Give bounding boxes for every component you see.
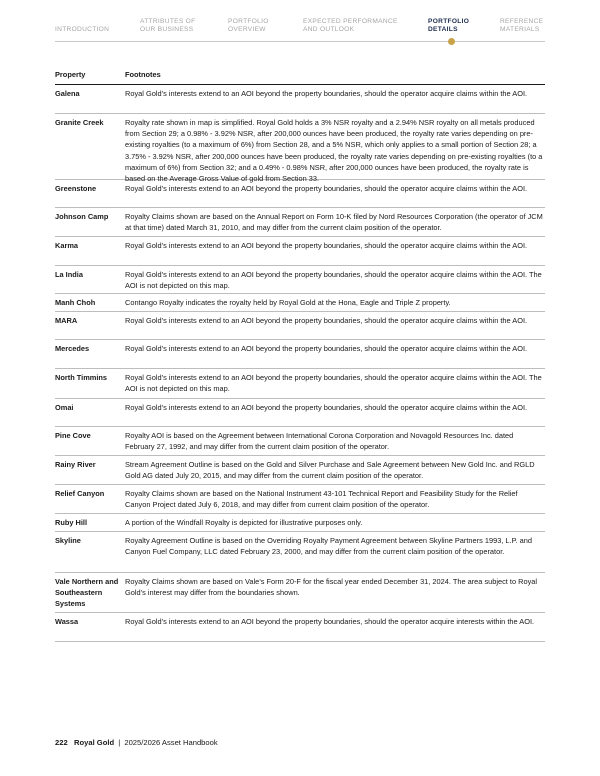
nav-label-line2: OUR BUSINESS	[140, 26, 194, 34]
table-row	[55, 340, 545, 369]
nav-label-line2: DETAILS	[428, 26, 458, 34]
nav-introduction[interactable]	[55, 18, 109, 35]
table-row	[55, 266, 545, 294]
footnote-text: Stream Agreement Outline is based on the Gold and Silver Purchase and Sale Agreement between New Gold Inc. and RGLD Gold AG dated July 20, 2015, and may differ from the current claim position of the operator.	[125, 460, 535, 481]
brand-name: Royal Gold	[74, 738, 115, 747]
table-row	[55, 237, 545, 266]
active-section-indicator	[448, 38, 455, 45]
property-name: Galena	[55, 89, 80, 98]
table-row	[55, 85, 545, 114]
property-name: Skyline	[55, 536, 81, 545]
table-row	[55, 312, 545, 340]
table-row	[55, 369, 545, 399]
table-row	[55, 114, 545, 184]
document-title: 2025/2026 Asset Handbook	[124, 738, 218, 747]
table-row	[55, 613, 545, 642]
table-row	[55, 180, 545, 208]
table-row	[55, 514, 545, 532]
nav-attributes-of-our-business[interactable]	[140, 18, 195, 35]
table-header	[55, 70, 545, 85]
footnote-text: A portion of the Windfall Royalty is depicted for illustrative purposes only.	[125, 518, 363, 527]
footnote-text: Royal Gold’s interests extend to an AOI beyond the property boundaries, should the operator acquire claims within the AOI.	[125, 403, 528, 412]
property-name: Wassa	[55, 617, 79, 626]
nav-divider	[55, 41, 545, 42]
header-property: Property	[55, 70, 86, 79]
footnote-text: Royal Gold’s interests extend to an AOI beyond the property boundaries, should the operator acquire claims within the AOI.	[125, 344, 528, 353]
nav-reference-materials[interactable]	[500, 18, 543, 35]
property-name: Relief Canyon	[55, 489, 105, 498]
property-name: Greenstone	[55, 184, 97, 193]
header-footnotes: Footnotes	[125, 70, 161, 79]
property-name: Vale Northern and Southeastern Systems	[55, 577, 119, 609]
property-name: Rainy River	[55, 460, 96, 469]
nav-expected-performance[interactable]	[303, 18, 398, 35]
property-name: North Timmins	[55, 373, 108, 382]
section-navigation	[0, 0, 600, 44]
nav-label-line1: PORTFOLIO	[428, 18, 470, 25]
table-row	[55, 456, 545, 485]
footer-separator: |	[118, 738, 121, 747]
footnote-text: Royalty AOI is based on the Agreement between International Corona Corporation and Novagold Resources Inc. dated February 27, 1992, and may differ from the current claim position of the operator.	[125, 431, 514, 452]
nav-label-line1	[55, 18, 109, 26]
property-name: Mercedes	[55, 344, 90, 353]
footnote-text: Royal Gold’s interests extend to an AOI beyond the property boundaries, should the operator acquire claims within the AOI. The AOI is not depicted on this map.	[125, 270, 542, 291]
footnote-text: Royal Gold’s interests extend to an AOI beyond the property boundaries, should the operator acquire claims within the AOI.	[125, 241, 528, 250]
table-row	[55, 573, 545, 613]
page-footer	[55, 738, 218, 747]
nav-label-line2: INTRODUCTION	[55, 26, 110, 34]
footnote-text: Royal Gold’s interests extend to an AOI beyond the property boundaries, should the operator acquire claims within the AOI.	[125, 184, 528, 193]
property-name: MARA	[55, 316, 78, 325]
footnote-text: Royal Gold’s interests extend to an AOI beyond the property boundaries, should the operator acquire interests within the AOI.	[125, 617, 535, 626]
property-name: Manh Choh	[55, 298, 96, 307]
nav-label-line2: AND OUTLOOK	[303, 26, 355, 34]
footnote-text: Contango Royalty indicates the royalty held by Royal Gold at the Hona, Eagle and Triple Z property.	[125, 298, 451, 307]
table-row	[55, 208, 545, 237]
property-name: Granite Creek	[55, 118, 104, 127]
nav-label-line2: OVERVIEW	[228, 26, 266, 34]
nav-label-line1: EXPECTED PERFORMANCE	[303, 18, 398, 25]
footnote-text: Royal Gold’s interests extend to an AOI beyond the property boundaries, should the operator acquire claims within the AOI.	[125, 316, 528, 325]
nav-label-line1: PORTFOLIO	[228, 18, 269, 25]
nav-label-line1: REFERENCE	[500, 18, 544, 25]
property-name: Omai	[55, 403, 74, 412]
footnote-text: Royal Gold’s interests extend to an AOI beyond the property boundaries, should the operator acquire claims within the AOI. The AOI is not depicted on this map.	[125, 373, 542, 394]
property-name: La India	[55, 270, 83, 279]
page-number: 222	[55, 738, 68, 747]
nav-label-line2: MATERIALS	[500, 26, 540, 34]
table-row	[55, 532, 545, 573]
table-row	[55, 485, 545, 514]
table-row	[55, 399, 545, 427]
property-name: Johnson Camp	[55, 212, 109, 221]
property-name: Ruby Hill	[55, 518, 88, 527]
property-name: Karma	[55, 241, 79, 250]
nav-label-line1: ATTRIBUTES OF	[140, 18, 196, 25]
table-row	[55, 427, 545, 456]
table-row	[55, 294, 545, 312]
footnote-text: Royalty Agreement Outline is based on the Overriding Royalty Payment Agreement between Skyline Partners 1993, L.P. and Canyon Fuel Company, LLC dated February 23, 2000, and may differ from the current claim position of the operator.	[125, 536, 532, 557]
footnote-text: Royal Gold’s interests extend to an AOI beyond the property boundaries, should the operator acquire claims within the AOI.	[125, 89, 528, 98]
footnote-text: Royalty rate shown in map is simplified. Royal Gold holds a 3% NSR royalty and a 2.94% NSR royalty on all metals produced from Section 29; a 0.98% - 3.92% NSR, after 200,000 ounces have been produced, the royalty rate varies depending on pre-existing royalties (to a maximum of 6%) from Section 28, and a 5% NSR, which only applies to a small portion of Section 28; a 3.75% - 3.92% NSR, after 200,000 ounces have been produced, the royalty rate varies depending on pre-existing royalties (to a maximum of 6%) from Section 32; and a 0.49% - 0.98% NSR, after 200,000 ounces have been produced, the royalty rate is based on the Average Gross Value of gold from Section 33.	[125, 118, 543, 184]
footnote-text: Royalty Claims shown are based on the Annual Report on Form 10-K filed by Nord Resources Corporation (the operator of JCM at that time) dated March 31, 2010, and may differ from the current claim position of the operator.	[125, 212, 543, 233]
property-name: Pine Cove	[55, 431, 91, 440]
nav-portfolio-details[interactable]	[428, 18, 469, 35]
nav-portfolio-overview[interactable]	[228, 18, 269, 35]
footnote-text: Royalty Claims shown are based on Vale’s Form 20-F for the fiscal year ended December 31, 2024. The area subject to Royal Gold’s interest may differ from the boundaries shown.	[125, 577, 538, 598]
footnotes-table	[55, 70, 545, 642]
footnote-text: Royalty Claims shown are based on the National Instrument 43-101 Technical Report and Feasibility Study for the Relief Canyon Project dated July 6, 2018, and may differ from current claim position of the operator.	[125, 489, 518, 510]
